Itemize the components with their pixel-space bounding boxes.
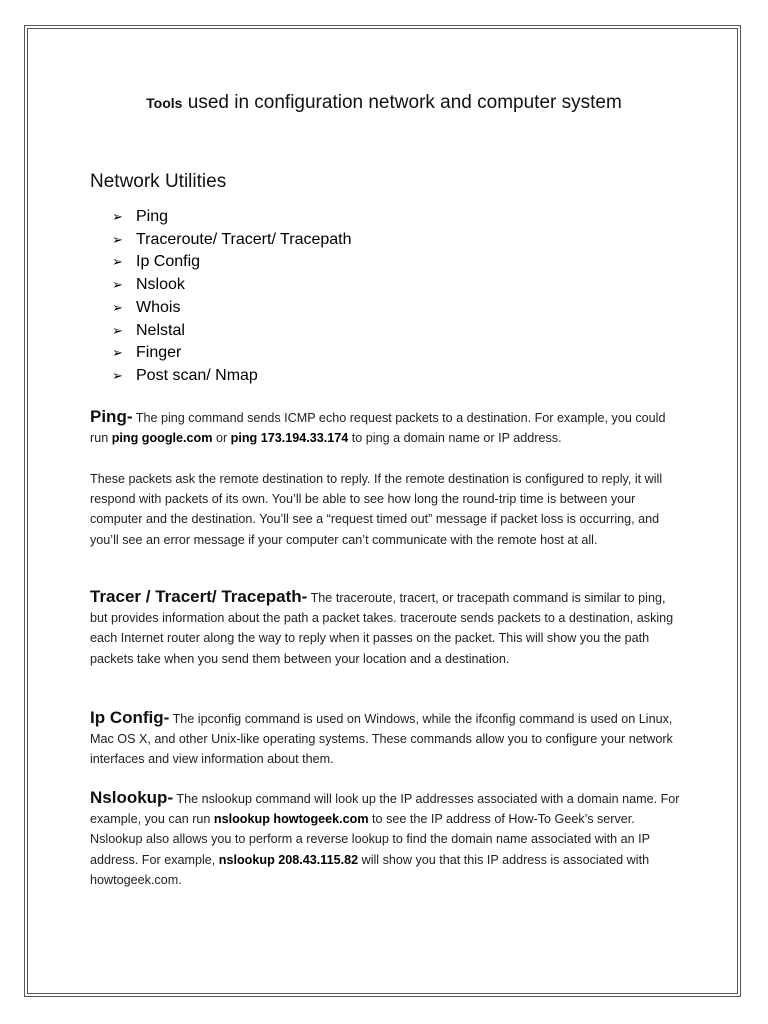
- title-prefix: Tools: [146, 95, 183, 111]
- ping-text: to ping a domain name or IP address.: [348, 431, 562, 446]
- list-item-label: Traceroute/ Tracert/ Tracepath: [136, 230, 352, 248]
- nslookup-paragraph: [90, 788, 680, 890]
- ipconfig-paragraph: [90, 708, 680, 770]
- list-item-label: Nelstal: [136, 321, 185, 339]
- title-rest: used in configuration network and computer system: [182, 92, 622, 113]
- list-item-label: Finger: [136, 344, 182, 362]
- ipconfig-lead: Ip Config-: [90, 708, 170, 727]
- list-item: [112, 206, 352, 229]
- list-item-label: Nslook: [136, 276, 185, 294]
- ping-lead: Ping-: [90, 407, 133, 426]
- arrow-bullet-icon: ➢: [112, 367, 123, 383]
- ping-text: The ping command sends ICMP echo request packets to a destination. For example, you could run: [90, 411, 666, 446]
- nslookup-command-example: nslookup 208.43.115.82: [218, 852, 359, 867]
- list-item: [112, 229, 352, 252]
- list-item-label: Whois: [136, 298, 181, 316]
- list-item-label: Post scan/ Nmap: [136, 366, 258, 384]
- tracer-paragraph: [90, 587, 680, 669]
- ping-command-example: ping 173.194.33.174: [230, 431, 349, 446]
- list-item: [112, 342, 352, 365]
- ping-text: or: [212, 431, 231, 446]
- tracer-lead: Tracer / Tracert/ Tracepath-: [90, 587, 308, 606]
- document-title: [0, 92, 768, 114]
- nslookup-text: The nslookup command will look up the IP addresses associated with a domain name. For example, you can run: [90, 792, 680, 827]
- arrow-bullet-icon: ➢: [112, 277, 123, 293]
- arrow-bullet-icon: ➢: [112, 209, 123, 224]
- nslookup-command-example: nslookup howtogeek.com: [213, 812, 369, 827]
- tracer-text: The traceroute, tracert, or tracepath command is similar to ping, but provides information about the path a packet takes. traceroute sends packets to a destination, asking each Internet router along the way to reply when it passes on the packet. This will show you the path packets take when you send them between your location and a destination.: [90, 591, 674, 666]
- arrow-bullet-icon: ➢: [112, 299, 123, 315]
- list-item: [112, 274, 352, 297]
- arrow-bullet-icon: ➢: [112, 322, 123, 338]
- section-heading: Network Utilities: [90, 171, 227, 192]
- list-item-label: Ping: [136, 208, 169, 225]
- list-item: [112, 320, 352, 343]
- list-item: [112, 251, 352, 274]
- list-item-label: Ip Config: [136, 253, 201, 271]
- ping-detail-paragraph: These packets ask the remote destination to reply. If the remote destination is configured to reply, it will respond with packets of its own. You’ll be able to see how long the round-trip time is between your computer and the destination. You’ll see a “request timed out” message if packet loss is occurring, and you’ll see an error message if your computer can’t communicate with the remote host at all.: [90, 472, 663, 547]
- tools-list: [112, 206, 352, 388]
- ipconfig-text: The ipconfig command is used on Windows, while the ifconfig command is used on Linux, Mac OS X, and other Unix-like operating systems. These commands allow you to configure your network interfaces and view information about them.: [90, 712, 673, 767]
- list-item: [112, 365, 352, 388]
- nslookup-lead: Nslookup-: [90, 788, 174, 807]
- arrow-bullet-icon: ➢: [112, 231, 123, 247]
- nslookup-text: to see the IP address of How-To Geek’s server. Nslookup also allows you to perform a reverse lookup to find the domain name associated with an IP address. For example,: [90, 812, 650, 867]
- list-item: [112, 297, 352, 320]
- nslookup-text: will show you that this IP address is associated with howtogeek.com.: [90, 852, 650, 887]
- ping-paragraph: [90, 407, 680, 448]
- ping-command-example: ping google.com: [111, 431, 213, 446]
- arrow-bullet-icon: ➢: [112, 254, 123, 270]
- arrow-bullet-icon: ➢: [112, 345, 123, 361]
